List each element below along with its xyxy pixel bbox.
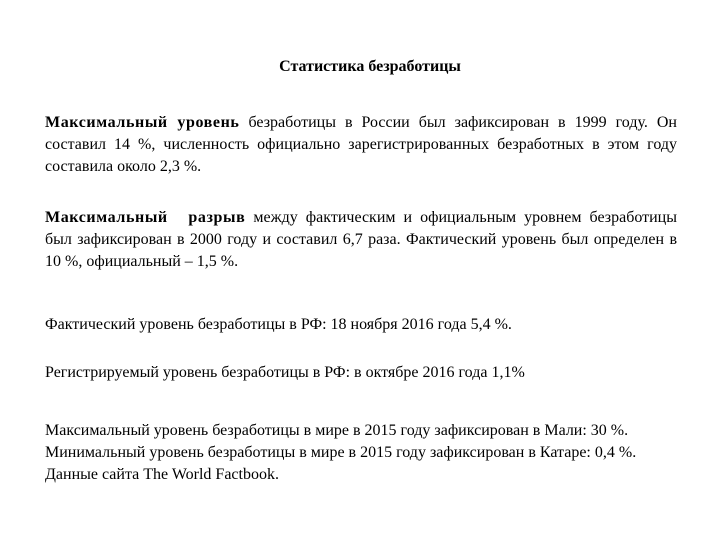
slide-title: Статистика безработицы: [279, 58, 461, 75]
paragraph-world-unemployment: [45, 420, 717, 486]
paragraph-max-gap: [45, 207, 677, 273]
paragraph-max-unemployment-russia: [45, 112, 677, 178]
world-max-line: Максимальный уровень безработицы в мире в 2015 году зафиксирован в Мали: 30 %.: [45, 422, 629, 439]
paragraph-lead-bold: Максимальный уровень: [45, 114, 240, 131]
source-line: Данные сайта The World Factbook.: [45, 466, 279, 483]
paragraph-actual-unemployment-rf: Фактический уровень безработицы в РФ: 18 ноября 2016 года 5,4 %.: [45, 316, 512, 333]
paragraph-registered-unemployment-rf: Регистрируемый уровень безработицы в РФ: в октябре 2016 года 1,1%: [45, 364, 525, 381]
paragraph-text: безработицы в России был зафиксирован в 1999 году. Он составил 14 %, численность официально зарегистрированных безработных в этом году составила около 2,3 %.: [45, 114, 677, 175]
world-min-line: Минимальный уровень безработицы в мире в 2015 году зафиксирован в Катаре: 0,4 %.: [45, 444, 637, 461]
paragraph-lead-bold: Максимальный разрыв: [45, 209, 246, 226]
paragraph-text: между фактическим и официальным уровнем безработицы был зафиксирован в 2000 году и составил 6,7 раза. Фактический уровень был определен в 10 %, официальный – 1,5 %.: [45, 209, 677, 270]
